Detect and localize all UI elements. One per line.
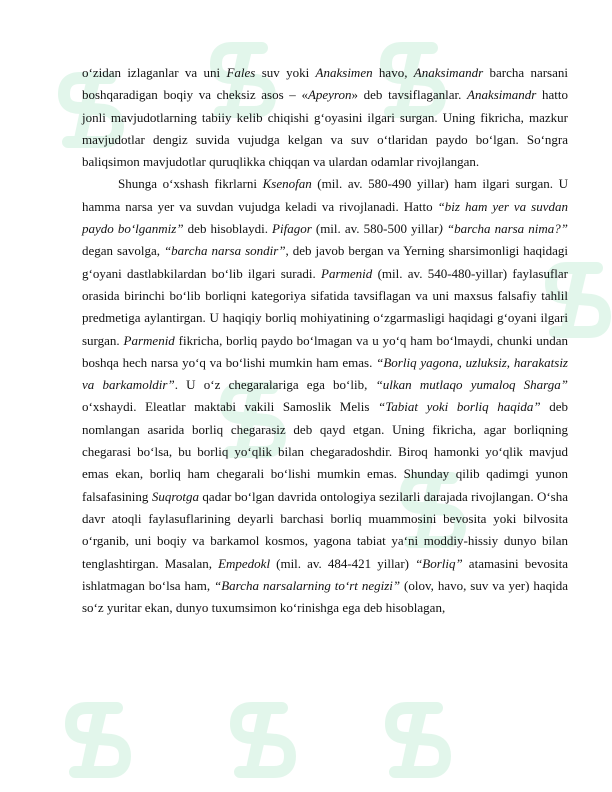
text-run: o‘xshaydi. Eleatlar maktabi vakili Samoslik Melis: [82, 399, 379, 415]
text-run: (mil. av. 540-480-yillar) faylasuflar orasida birinchi bo‘lib borliqni kategoriya sifatida tavsiflagan va uni maxsus falsafiy tahlil predmetiga aylantirgan. U haqiqiy borliq mohiyatining o‘zgarmasligi haqidagi g‘oyani ilgari surgan.: [82, 265, 568, 348]
italic-text-run: “Borliq yagona, uzluksiz, harakatsiz va barkamoldir”: [82, 354, 568, 393]
italic-text-run: ) “barcha narsa nima?”: [438, 221, 568, 237]
italic-text-run: Pifagor: [272, 221, 312, 237]
italic-text-run: “Borliq”: [415, 555, 463, 571]
text-run: . U o‘z chegaralariga ega bo‘lib,: [174, 377, 376, 393]
italic-text-run: Anaksimen: [315, 65, 373, 80]
text-run: (olov, havo, suv va yer) haqida so‘z yuritar ekan, dunyo tuxumsimon ko‘rinishga ega deb hisoblagan,: [82, 577, 568, 616]
text-run: o‘zidan izlaganlar va uni: [82, 65, 227, 80]
italic-text-run: Ksenofan: [262, 176, 312, 192]
text-run: havo,: [372, 65, 414, 80]
italic-text-run: “ulkan mutlaqo yumaloq Sharga”: [375, 377, 568, 393]
text-run: atamasini bevosita ishlatmagan bo‘lsa ham,: [82, 555, 569, 593]
italic-text-run: Fales: [226, 65, 256, 80]
watermark-logo-icon: [385, 700, 455, 780]
italic-text-run: Anaksimandr: [467, 87, 537, 103]
text-run: » deb tavsiflaganlar.: [351, 87, 468, 103]
text-run: Shunga o‘xshash fikrlarni: [118, 176, 263, 192]
italic-text-run: “Tabiat yoki borliq haqida”: [378, 399, 541, 415]
text-run: barcha narsani boshqaradigan boqiy va cheksiz asos – «: [82, 65, 568, 103]
paragraph: [82, 62, 568, 173]
italic-text-run: “Barcha narsalarning to‘rt negizi”: [214, 577, 401, 593]
italic-text-run: Parmenid: [321, 265, 373, 281]
italic-text-run: Suqrotga: [151, 488, 200, 504]
text-run: deb hisoblaydi.: [183, 221, 273, 237]
text-run: fikricha, borliq paydo bo‘lmagan va u yo‘q ham bo‘lmaydi, chunki undan boshqa hech narsa yo‘q va bo‘lishi mumkin ham emas.: [82, 332, 568, 370]
italic-text-run: Parmenid: [123, 332, 175, 348]
text-run: degan savolga,: [82, 243, 164, 259]
watermark-logo-icon: [230, 700, 300, 780]
italic-text-run: Anaksimandr: [413, 65, 484, 80]
text-run: (mil. av. 484-421 yillar): [270, 555, 416, 571]
italic-text-run: “biz ham yer va suvdan paydo bo‘lganmiz”: [82, 198, 568, 237]
text-run: suv yoki: [255, 65, 316, 80]
paragraph: [82, 173, 568, 619]
text-run: hatto jonli mavjudotlarning tabiiy kelib chiqishi g‘oyasini ilgari surgan. Uning fikricha, mazkur mavjudotlar dengiz suvida vujudga kelgan va suv o‘tlaridan paydo bo‘lgan. So‘ngra baliqsimon mavjudotlar quruqlikka chiqqan va ulardan odamlar rivojlangan.: [82, 87, 568, 170]
watermark-logo-icon: [65, 700, 135, 780]
italic-text-run: Apeyron: [307, 87, 352, 103]
text-run: deb nomlangan asarida borliq chegarasiz deb qayd etgan. Uning fikricha, agar borliqning chegarasi bo‘lsa, bu borliq yo‘qlik bilan chegaradoshdir. Biroq hamonki yo‘qlik mavjud emas ekan, borliq ham chegarali bo‘lishi mumkin emas. Shunday qilib qadimgi yunon falsafasining: [82, 399, 568, 504]
text-run: , deb javob bergan va Yerning sharsimonligi haqidagi g‘oyani dastlabkilardan bo‘lib ilgari suradi.: [82, 243, 568, 281]
text-run: (mil. av. 580-490 yillar) ham ilgari surgan. U hamma narsa yer va suvdan vujudga keladi va rivojlanadi. Hatto: [82, 176, 569, 214]
italic-text-run: Empedokl: [218, 555, 271, 571]
text-run: (mil. av. 580-500 yillar: [311, 221, 439, 237]
body-text: [82, 62, 568, 619]
italic-text-run: “barcha narsa sondir”: [163, 243, 286, 259]
text-run: qadar bo‘lgan davrida ontologiya sezilarli darajada rivojlangan. O‘sha davr atoqli faylasuflarining deyarli barchasi borliq muammosini bevosita yoki bilvosita o‘rganib, uni boqiy va barkamol kosmos, yagona tabiat ya‘ni moddiy-hissiy dunyo bilan tenglashtirgan. Masalan,: [82, 488, 569, 571]
